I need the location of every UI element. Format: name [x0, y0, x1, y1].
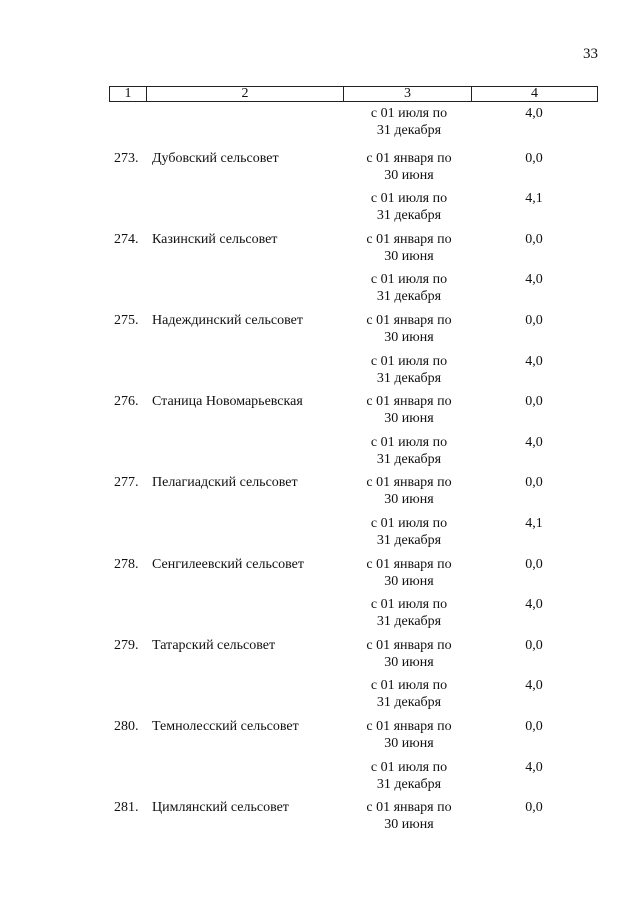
period-cell — [345, 353, 473, 387]
value-cell: 4,1 — [525, 191, 543, 207]
period-line-1: с 01 июля по — [370, 434, 448, 450]
row-number: 276. — [114, 394, 139, 410]
value-cell: 0,0 — [525, 150, 543, 166]
period-line-2: 31 декабря — [376, 123, 442, 138]
value-cell: 0,0 — [525, 637, 543, 653]
period-line-2: 31 декабря — [376, 370, 442, 386]
period-line-1: с 01 июля по — [370, 678, 448, 694]
municipality-name: Станица Новомарьевская — [152, 394, 303, 410]
row-number: 280. — [114, 718, 139, 734]
row-number: 275. — [114, 312, 139, 328]
table-row — [0, 268, 640, 309]
value-cell: 4,1 — [525, 515, 543, 531]
period-line-2: 31 декабря — [376, 614, 442, 630]
municipality-name: Сенгилеевский сельсовет — [152, 556, 304, 572]
period-line-1: с 01 января по — [366, 800, 452, 816]
municipality-name: Дубовский сельсовет — [152, 150, 279, 166]
page-number: 33 — [583, 46, 598, 62]
period-cell — [345, 596, 473, 630]
period-line-1: с 01 января по — [366, 312, 452, 328]
value-cell: 0,0 — [525, 394, 543, 410]
period-line-1: с 01 января по — [366, 394, 452, 410]
table-header — [109, 86, 598, 102]
value-cell: 4,0 — [525, 106, 543, 121]
period-cell — [345, 105, 473, 139]
row-number: 274. — [114, 231, 139, 247]
table-row — [0, 634, 640, 675]
table-row — [0, 512, 640, 553]
period-cell — [345, 759, 473, 793]
period-cell — [345, 677, 473, 711]
municipality-name: Казинский сельсовет — [152, 231, 278, 247]
period-line-2: 30 июня — [384, 654, 434, 670]
period-line-2: 30 июня — [384, 167, 434, 183]
period-line-1: с 01 июля по — [370, 272, 448, 288]
table-row — [0, 147, 640, 188]
table-row — [0, 390, 640, 431]
period-cell — [345, 637, 473, 671]
period-line-2: 30 июня — [384, 329, 434, 345]
period-line-1: с 01 января по — [366, 475, 452, 491]
period-cell — [345, 718, 473, 752]
period-line-2: 31 декабря — [376, 532, 442, 548]
value-cell: 0,0 — [525, 718, 543, 734]
header-col-3: 3 — [344, 87, 472, 101]
header-col-1: 1 — [110, 87, 147, 101]
municipality-name: Пелагиадский сельсовет — [152, 475, 298, 491]
period-line-2: 30 июня — [384, 735, 434, 751]
table-row — [0, 593, 640, 634]
period-line-1: с 01 июля по — [370, 515, 448, 531]
period-line-1: с 01 января по — [366, 150, 452, 166]
row-number: 281. — [114, 800, 139, 816]
period-line-1: с 01 января по — [366, 637, 452, 653]
period-line-1: с 01 июля по — [370, 597, 448, 613]
row-number: 277. — [114, 475, 139, 491]
value-cell: 0,0 — [525, 231, 543, 247]
value-cell: 4,0 — [525, 434, 543, 450]
value-cell: 4,0 — [525, 759, 543, 775]
period-line-2: 30 июня — [384, 492, 434, 508]
value-cell: 0,0 — [525, 475, 543, 491]
header-col-2: 2 — [147, 87, 344, 101]
table-row — [0, 756, 640, 797]
period-line-1: с 01 января по — [366, 231, 452, 247]
period-line-2: 31 декабря — [376, 289, 442, 305]
period-line-2: 30 июня — [384, 411, 434, 427]
table-row — [0, 674, 640, 715]
table-body — [0, 106, 640, 837]
row-number: 278. — [114, 556, 139, 572]
value-cell: 0,0 — [525, 556, 543, 572]
period-line-2: 30 июня — [384, 248, 434, 264]
table-row — [0, 431, 640, 472]
period-line-2: 31 декабря — [376, 776, 442, 792]
row-number: 279. — [114, 637, 139, 653]
period-cell — [345, 190, 473, 224]
period-line-2: 31 декабря — [376, 451, 442, 467]
table-row — [0, 228, 640, 269]
period-cell — [345, 474, 473, 508]
value-cell: 4,0 — [525, 597, 543, 613]
value-cell: 4,0 — [525, 272, 543, 288]
period-line-1: с 01 июля по — [370, 191, 448, 207]
table-row — [0, 471, 640, 512]
table-row — [0, 187, 640, 228]
period-line-1: с 01 июля по — [370, 759, 448, 775]
value-cell: 4,0 — [525, 353, 543, 369]
period-cell — [345, 434, 473, 468]
table-row — [0, 106, 640, 147]
period-line-1: с 01 июля по — [370, 106, 448, 121]
header-col-4: 4 — [531, 86, 538, 101]
period-cell — [345, 556, 473, 590]
municipality-name: Темнолесский сельсовет — [152, 718, 299, 734]
period-cell — [345, 393, 473, 427]
period-cell — [345, 150, 473, 184]
period-line-2: 30 июня — [384, 573, 434, 589]
table-row — [0, 553, 640, 594]
period-cell — [345, 231, 473, 265]
period-line-1: с 01 июля по — [370, 353, 448, 369]
period-line-2: 31 декабря — [376, 695, 442, 711]
value-cell: 0,0 — [525, 312, 543, 328]
period-cell — [345, 799, 473, 833]
value-cell: 4,0 — [525, 678, 543, 694]
period-line-2: 30 июня — [384, 817, 434, 833]
period-cell — [345, 515, 473, 549]
municipality-name: Татарский сельсовет — [152, 637, 276, 653]
period-line-1: с 01 января по — [366, 718, 452, 734]
table-row — [0, 350, 640, 391]
municipality-name: Надеждинский сельсовет — [152, 312, 303, 328]
table-row — [0, 715, 640, 756]
period-line-1: с 01 января по — [366, 556, 452, 572]
row-number: 273. — [114, 150, 139, 166]
period-line-2: 31 декабря — [376, 208, 442, 224]
table-row — [0, 309, 640, 350]
period-cell — [345, 312, 473, 346]
table-row — [0, 796, 640, 837]
value-cell: 0,0 — [525, 800, 543, 816]
municipality-name: Цимлянский сельсовет — [152, 800, 289, 816]
period-cell — [345, 271, 473, 305]
